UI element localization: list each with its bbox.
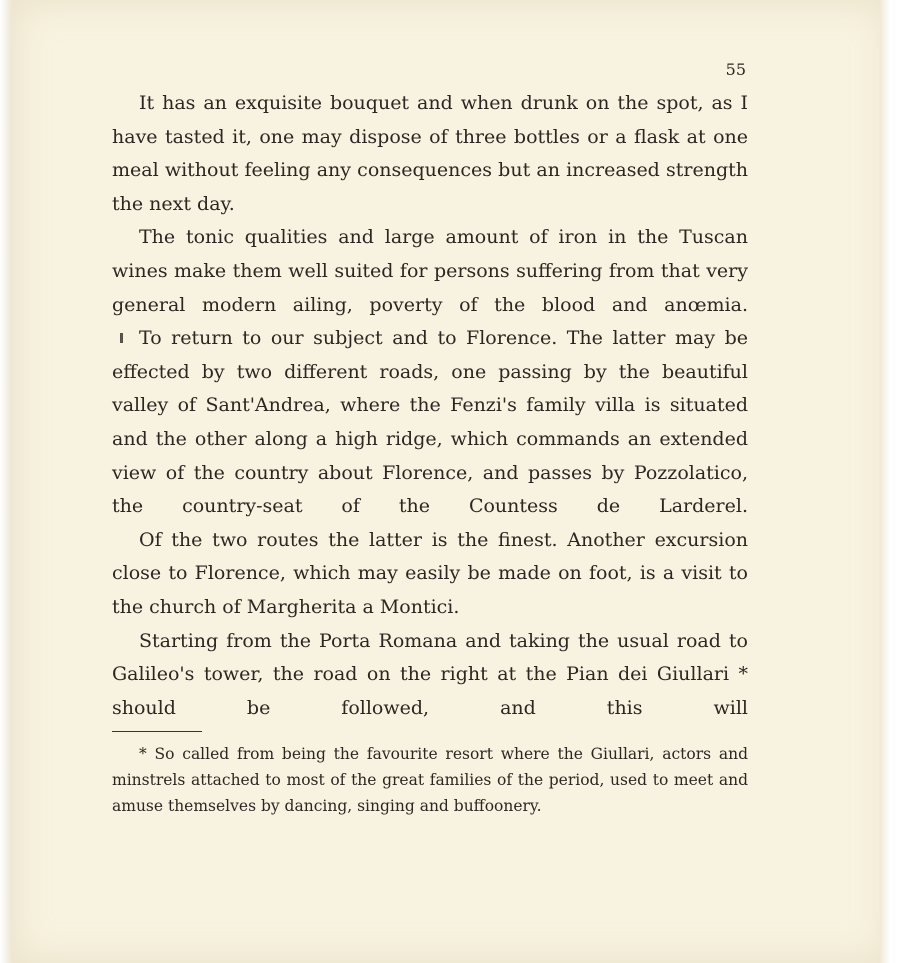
footnote: [112, 741, 748, 819]
paragraph-excursion: Of the two routes the latter is the finest. Another excursion close to Florence, which may easily be made on foot, is a visit to the church of Margherita a Montici.: [112, 528, 748, 618]
footnote-text: * So called from being the favourite resort where the Giullari, actors and minstrels attached to most of the great families of the period, used to meet and amuse themselves by dancing, singing and buffoonery.: [112, 745, 748, 815]
paragraph-bouquet: It has an exquisite bouquet and when drunk on the spot, as I have tasted it, one may dispose of three bottles or a flask at one meal without feeling any consequences but an increased strength the next day.: [112, 92, 748, 215]
page-number: 55: [725, 60, 746, 79]
main-text: [112, 87, 748, 725]
paragraph-routes-to-florence: To return to our subject and to Florence. The latter may be effected by two different roads, one passing by the beautiful valley of Sant'Andrea, where the Fenzi's family villa is situated and the other along a high ridge, which commands an extended view of the country about Florence, and passes by Pozzolatico, the country-seat of the Countess de Larderel.: [112, 327, 748, 518]
paragraph-starting-porta-romana: Starting from the Porta Romana and taking the usual road to Galileo's tower, the road on the right at the Pian dei Giullari * should be followed, and this will: [112, 629, 748, 719]
page-left-edge: [0, 0, 12, 963]
paragraph-tonic-qualities: The tonic qualities and large amount of iron in the Tuscan wines make them well suited for persons suffering from that very general modern ailing, poverty of the blood and anœmia.: [112, 226, 748, 316]
footnote-divider: [112, 731, 202, 732]
page-right-edge: [880, 0, 890, 963]
